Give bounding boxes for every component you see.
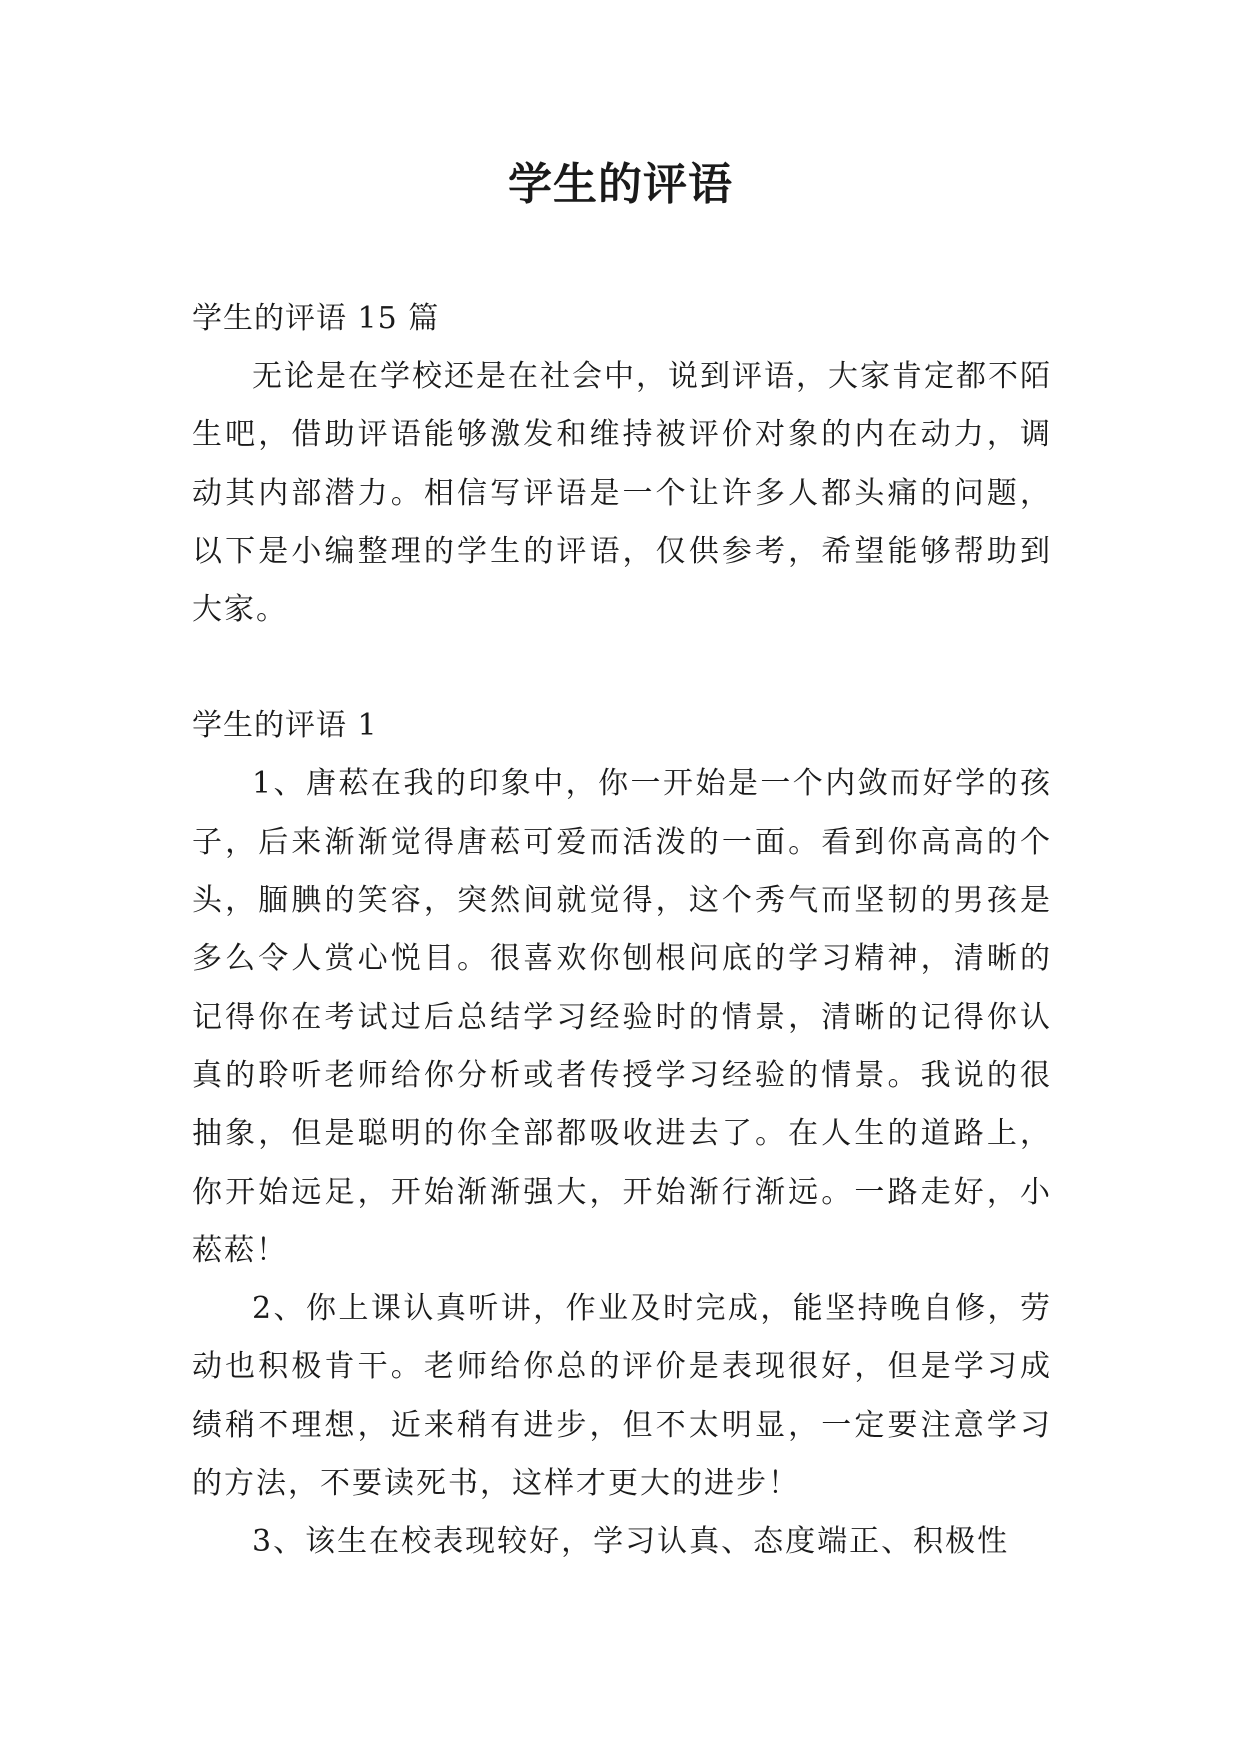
comment-item-1: 1、唐菘在我的印象中，你一开始是一个内敛而好学的孩子，后来渐渐觉得唐菘可爱而活泼的一面。看到你高高的个头，腼腆的笑容，突然间就觉得，这个秀气而坚韧的男孩是多么令人赏心悦目。很喜欢你刨根问底的学习精神，清晰的记得你在考试过后总结学习经验时的情景，清晰的记得你认真的聆听老师给你分析或者传授学习经验的情景。我说的很抽象，但是聪明的你全部都吸收进去了。在人生的道路上，你开始远足，开始渐渐强大，开始渐行渐远。一路走好，小菘菘！ <box>192 766 1052 1268</box>
intro-paragraph: 无论是在学校还是在社会中，说到评语，大家肯定都不陌生吧，借助评语能够激发和维持被评价对象的内在动力，调动其内部潜力。相信写评语是一个让许多人都头痛的问题，以下是小编整理的学生的评语，仅供参考，希望能够帮助到大家。 <box>192 359 1052 628</box>
document-title: 学生的评语 <box>508 159 733 210</box>
comment-item-3: 3、该生在校表现较好，学习认真、态度端正、积极性 <box>252 1524 1010 1560</box>
document-body <box>192 290 1052 1572</box>
document-subtitle: 学生的评语 15 篇 <box>192 301 440 336</box>
section-spacer <box>192 639 1052 697</box>
section-heading: 学生的评语 1 <box>192 708 378 744</box>
comment-item-2: 2、你上课认真听讲，作业及时完成，能坚持晚自修，劳动也积极肯干。老师给你总的评价是表现很好，但是学习成绩稍不理想，近来稍有进步，但不太明显，一定要注意学习的方法，不要读死书，这样才更大的进步！ <box>192 1291 1052 1502</box>
